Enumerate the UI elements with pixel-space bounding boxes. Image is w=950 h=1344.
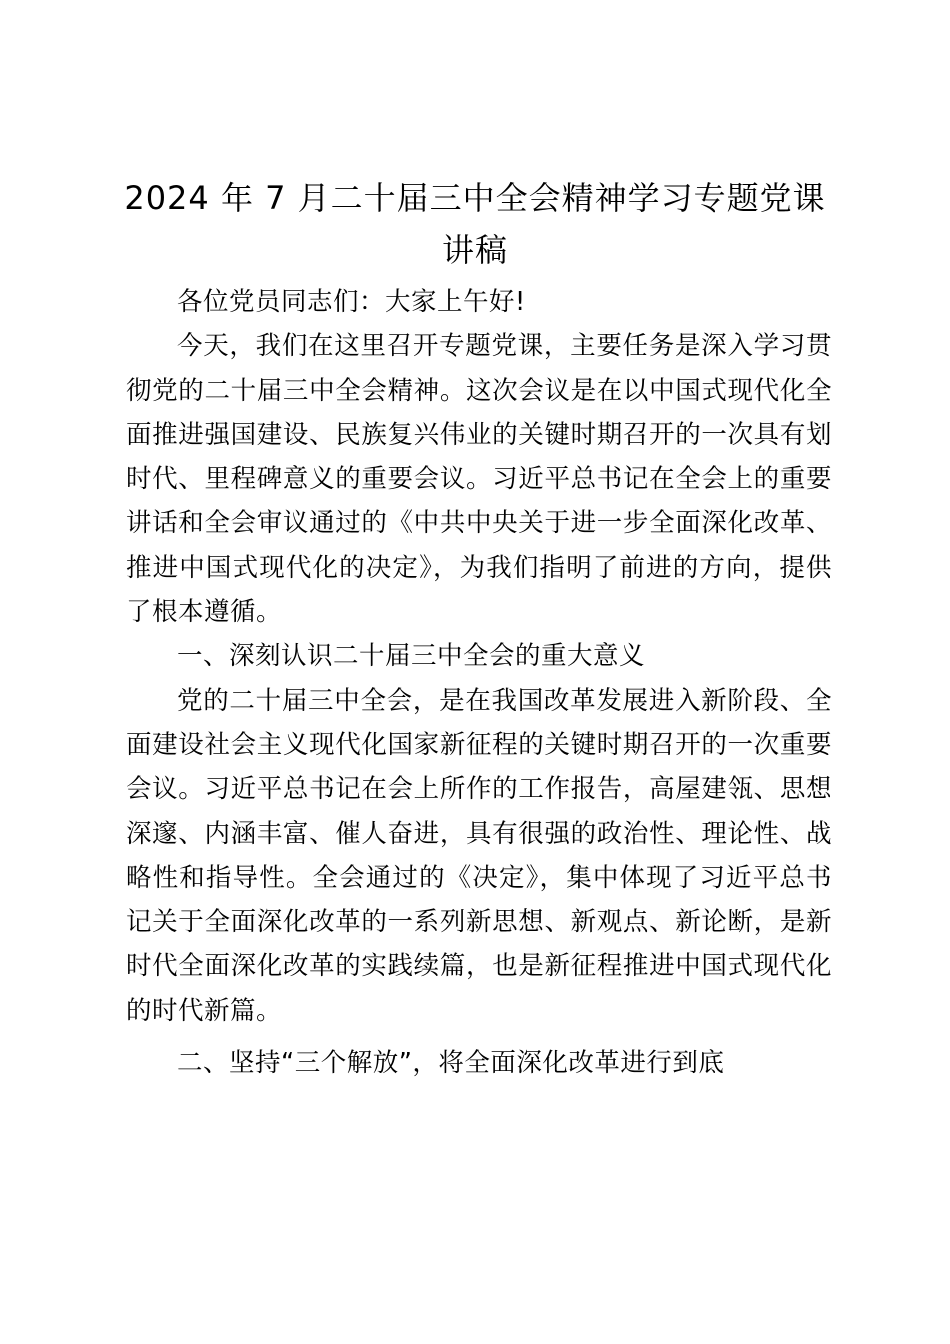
section-heading-1: 一、深刻认识二十届三中全会的重大意义: [177, 641, 646, 672]
document-body: [126, 280, 832, 1085]
document-title: 2024 年 7 月二十届三中全会精神学习专题党课讲稿: [124, 179, 826, 269]
section-heading-2: 二、坚持“三个解放”，将全面深化改革进行到底: [177, 1048, 725, 1079]
section-1-paragraph: 党的二十届三中全会，是在我国改革发展进入新阶段、全面建设社会主义现代化国家新征程的关键时期召开的一次重要会议。习近平总书记在会上所作的工作报告，高屋建瓴、思想深邃、内涵丰富、催人奋进，具有很强的政治性、理论性、战略性和指导性。全会通过的《决定》，集中体现了习近平总书记关于全面深化改革的一系列新思想、新观点、新论断，是新时代全面深化改革的实践续篇，也是新征程推进中国式现代化的时代新篇。: [126, 685, 832, 1026]
intro-paragraph: 今天，我们在这里召开专题党课，主要任务是深入学习贯彻党的二十届三中全会精神。这次会议是在以中国式现代化全面推进强国建设、民族复兴伟业的关键时期召开的一次具有划时代、里程碑意义的重要会议。习近平总书记在全会上的重要讲话和全会审议通过的《中共中央关于进一步全面深化改革、推进中国式现代化的决定》，为我们指明了前进的方向，提供了根本遵循。: [126, 331, 832, 628]
greeting-line: 各位党员同志们：大家上午好!: [177, 287, 526, 317]
